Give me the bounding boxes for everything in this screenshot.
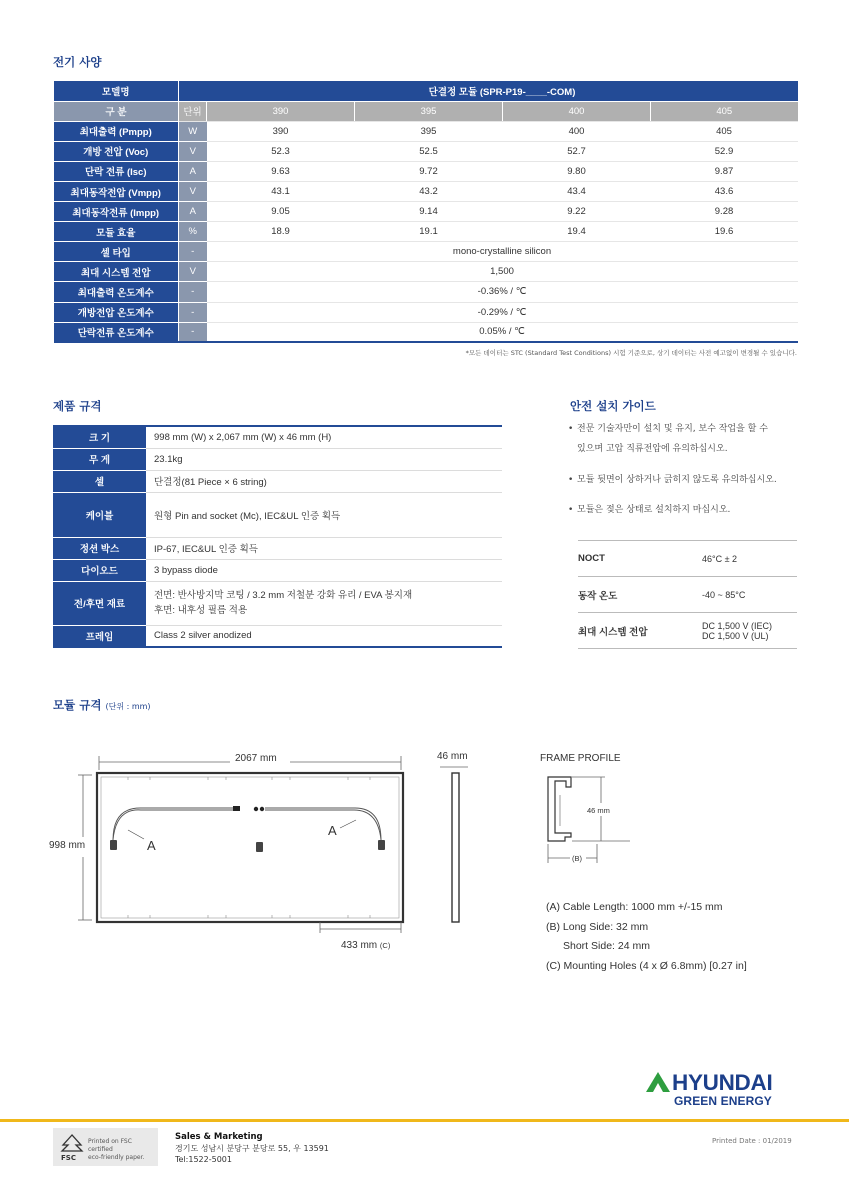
row-label: 정션 박스: [53, 537, 146, 559]
model-405: 405: [651, 101, 798, 121]
table-cell: Class 2 silver anodized: [146, 625, 502, 647]
header-category: 구 분: [54, 101, 179, 121]
table-cell: 52.5: [355, 141, 503, 161]
row-label: 최대동작전류 (Impp): [54, 202, 179, 222]
row-unit: A: [179, 202, 207, 222]
row-label: 프레임: [53, 625, 146, 647]
sales-address: 경기도 성남시 분당구 분당로 55, 우 13591: [175, 1144, 329, 1153]
table-cell: 19.1: [355, 222, 503, 242]
row-label: 개방전압 온도계수: [54, 302, 179, 322]
frame-profile-label: FRAME PROFILE: [540, 753, 621, 764]
row-label: 케이블: [53, 492, 146, 537]
table-cell: 400: [503, 121, 651, 141]
table-cell: 43.4: [503, 181, 651, 201]
table-cell: 9.63: [207, 161, 355, 181]
hole-dimension-value: 433 mm: [341, 940, 378, 951]
table-cell: 19.6: [651, 222, 798, 242]
table-cell: 390: [207, 121, 355, 141]
product-title: 제품 규격: [53, 399, 102, 413]
guide-text: 있으며 고압 직류전압에 유의하십시오.: [577, 444, 728, 454]
sales-contact: [175, 1131, 329, 1165]
row-unit: -: [179, 302, 207, 322]
table-cell: 9.22: [503, 202, 651, 222]
table-cell: 43.6: [651, 181, 798, 201]
table-row: [53, 426, 502, 448]
note-line: (C) Mounting Holes (4 x Ø 6.8mm) [0.27 in]: [546, 959, 747, 972]
table-cell: mono-crystalline silicon: [207, 242, 798, 262]
row-unit: V: [179, 262, 207, 282]
logo-main-text: HYUNDAI: [672, 1070, 773, 1095]
table-cell: 9.14: [355, 202, 503, 222]
spec-key: NOCT: [578, 541, 702, 577]
fsc-text-line: Printed on FSC certified: [88, 1138, 132, 1153]
frame-b-label: (B): [572, 854, 582, 863]
electrical-spec-table: [53, 81, 798, 343]
safety-spec-table: [578, 540, 797, 649]
fsc-tree-icon: [59, 1133, 85, 1153]
table-cell: 18.9: [207, 222, 355, 242]
logo-sub-text: GREEN ENERGY: [674, 1094, 772, 1108]
row-unit: V: [179, 181, 207, 201]
model-400: 400: [503, 101, 651, 121]
table-row: [54, 282, 798, 302]
table-cell: [146, 581, 502, 625]
table-row: [578, 613, 797, 649]
row-label: 크 기: [53, 426, 146, 448]
table-cell: 단결정(81 Piece × 6 string): [146, 470, 502, 492]
label-a-pointers: [128, 820, 356, 839]
table-row: [54, 222, 798, 242]
printed-date: Printed Date : 01/2019: [712, 1137, 792, 1145]
module-notes: [546, 898, 747, 976]
guide-text: 모듈 뒷면이 상하거나 긁히지 않도록 유의하십시오.: [577, 475, 777, 485]
safety-title: 안전 설치 가이드: [570, 399, 656, 413]
table-cell: 9.72: [355, 161, 503, 181]
table-cell: -0.29% / ℃: [207, 302, 798, 322]
fsc-text-line: eco-friendly paper.: [88, 1154, 145, 1161]
electrical-title: 전기 사양: [53, 55, 102, 69]
table-cell: 9.28: [651, 202, 798, 222]
row-unit: -: [179, 242, 207, 262]
spec-key: 최대 시스템 전압: [578, 613, 702, 649]
table-cell: 998 mm (W) x 2,067 mm (W) x 46 mm (H): [146, 426, 502, 448]
table-row: [578, 541, 797, 577]
row-label: 단락 전류 (Isc): [54, 161, 179, 181]
row-unit: A: [179, 161, 207, 181]
table-row: [54, 322, 798, 342]
table-row: [54, 121, 798, 141]
table-header-row: [54, 81, 798, 101]
row-label: 최대출력 (Pmpp): [54, 121, 179, 141]
row-label: 단락전류 온도계수: [54, 322, 179, 342]
footnote: *모든 데이터는 STC (Standard Test Conditions) 시험 기준으로, 상기 데이터는 사전 예고없이 변경될 수 있습니다.: [465, 349, 797, 357]
cable-lines: [113, 808, 381, 840]
table-cell: 1,500: [207, 262, 798, 282]
table-row: [53, 448, 502, 470]
table-cell: 3 bypass diode: [146, 559, 502, 581]
module-unit: (단위 : mm): [105, 702, 151, 711]
spec-value-line: DC 1,500 V (UL): [702, 630, 769, 641]
row-label: 전/후면 재료: [53, 581, 146, 625]
side-view: [440, 767, 468, 922]
header-model-label: 모델명: [54, 81, 179, 101]
table-row: [54, 202, 798, 222]
table-subheader-row: [54, 101, 798, 121]
hole-dimension-tag: (C): [379, 941, 391, 950]
bullet: •: [568, 475, 574, 485]
row-label: 최대출력 온도계수: [54, 282, 179, 302]
row-label: 모듈 효율: [54, 222, 179, 242]
row-label: 개방 전압 (Voc): [54, 141, 179, 161]
row-label: 최대동작전압 (Vmpp): [54, 181, 179, 201]
row-unit: V: [179, 141, 207, 161]
module-title: [53, 697, 151, 713]
note-line: Short Side: 24 mm: [563, 940, 650, 952]
guide-item: [568, 470, 798, 490]
table-cell: 52.3: [207, 141, 355, 161]
mounting-hole-marks: [128, 777, 370, 918]
table-cell: IP-67, IEC&UL 인증 획득: [146, 537, 502, 559]
row-label: 셀 타입: [54, 242, 179, 262]
hole-dimension-line: [320, 922, 401, 933]
header-model-value: 단결정 모듈 (SPR-P19-____-COM): [207, 81, 798, 101]
fsc-text: [88, 1138, 158, 1162]
note-line: (A) Cable Length: 1000 mm +/-15 mm: [546, 901, 723, 913]
model-390: 390: [207, 101, 355, 121]
table-row: [54, 181, 798, 201]
table-cell: 9.87: [651, 161, 798, 181]
table-cell: 52.9: [651, 141, 798, 161]
table-row: [53, 581, 502, 625]
spec-value: 46°C ± 2: [702, 541, 797, 577]
fsc-badge: [53, 1128, 158, 1166]
table-row: [53, 537, 502, 559]
cable-connectors: [233, 806, 264, 811]
table-row: [578, 577, 797, 613]
module-inner-frame: [101, 777, 399, 918]
guide-text: 전문 기술자만이 설치 및 유지, 보수 작업을 할 수: [577, 424, 768, 434]
guide-item: [568, 500, 798, 520]
label-a-right: A: [328, 823, 337, 838]
logo-triangle-icon: [646, 1072, 672, 1094]
table-row: [53, 492, 502, 537]
table-row: [54, 141, 798, 161]
row-unit: %: [179, 222, 207, 242]
row-unit: -: [179, 282, 207, 302]
width-label: 998 mm: [49, 840, 86, 851]
frame-profile-drawing: [548, 777, 571, 841]
front-material: 전면: 반사방지막 코팅 / 3.2 mm 저철분 강화 유리 / EVA 봉지재: [154, 590, 413, 601]
table-cell: 19.4: [503, 222, 651, 242]
row-unit: -: [179, 322, 207, 342]
spec-value-line: DC 1,500 V (IEC): [702, 620, 773, 631]
row-label: 셀: [53, 470, 146, 492]
sales-title: Sales & Marketing: [175, 1132, 263, 1142]
table-cell: 405: [651, 121, 798, 141]
row-unit: W: [179, 121, 207, 141]
table-row: [54, 262, 798, 282]
table-cell: 원형 Pin and socket (Mc), IEC&UL 인증 획득: [146, 492, 502, 537]
spec-value: -40 ~ 85°C: [702, 577, 797, 613]
hyundai-logo: [646, 1072, 798, 1108]
table-cell: 43.1: [207, 181, 355, 201]
thickness-label: 46 mm: [437, 751, 468, 762]
guide-item: [568, 419, 798, 459]
module-frame: [97, 773, 403, 922]
table-cell: 9.05: [207, 202, 355, 222]
table-cell: 23.1kg: [146, 448, 502, 470]
table-cell: 395: [355, 121, 503, 141]
sales-tel: Tel:1522-5001: [175, 1155, 232, 1164]
footer-divider: [0, 1119, 849, 1122]
bullet: •: [568, 505, 574, 515]
table-cell: 9.80: [503, 161, 651, 181]
row-label: 최대 시스템 전압: [54, 262, 179, 282]
frame-height-label: 46 mm: [587, 806, 610, 815]
table-row: [53, 625, 502, 647]
bullet: •: [568, 424, 574, 434]
row-label: 무 게: [53, 448, 146, 470]
table-cell: 43.2: [355, 181, 503, 201]
spec-key: 동작 온도: [578, 577, 702, 613]
hole-dimension-label: [341, 940, 390, 951]
label-a-left: A: [147, 838, 156, 853]
module-title-text: 모듈 규격: [53, 698, 102, 712]
spec-value: [702, 613, 797, 649]
back-material: 후면: 내후성 필름 적용: [154, 605, 248, 616]
table-cell: 0.05% / ℃: [207, 322, 798, 342]
fsc-label: FSC: [61, 1154, 76, 1162]
table-row: [54, 161, 798, 181]
table-row: [53, 559, 502, 581]
length-label: 2067 mm: [235, 753, 277, 764]
table-cell: 52.7: [503, 141, 651, 161]
header-unit: 단위: [179, 101, 207, 121]
note-line: (B) Long Side: 32 mm: [546, 920, 649, 933]
model-395: 395: [355, 101, 503, 121]
row-label: 다이오드: [53, 559, 146, 581]
table-row: [54, 302, 798, 322]
table-row: [54, 242, 798, 262]
table-cell: -0.36% / ℃: [207, 282, 798, 302]
guide-text: 모듈은 젖은 상태로 설치하지 마십시오.: [577, 505, 731, 515]
product-spec-table: [53, 425, 502, 648]
table-row: [53, 470, 502, 492]
